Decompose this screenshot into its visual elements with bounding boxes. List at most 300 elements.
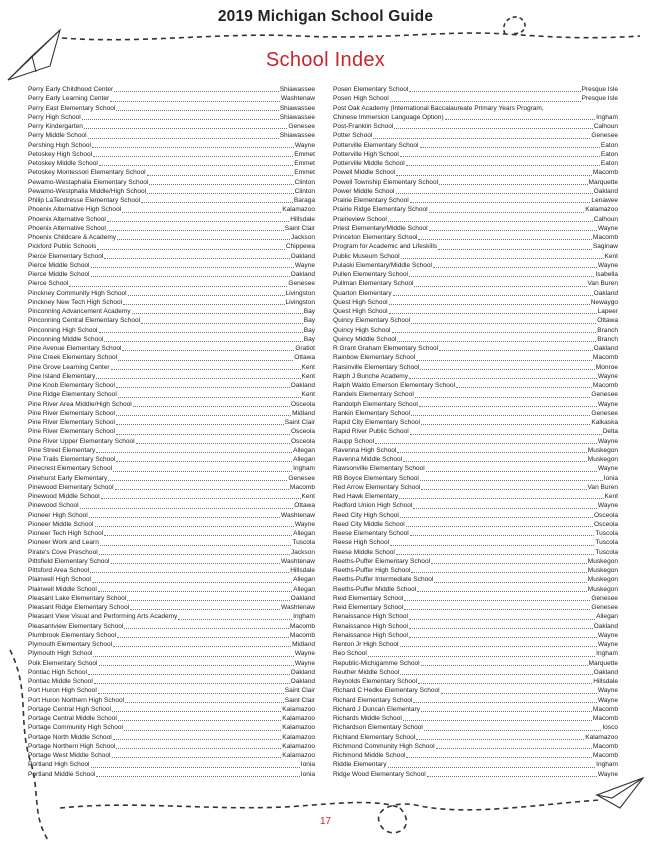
school-name: Pine River Elementary School — [28, 409, 115, 417]
dot-leader — [396, 554, 594, 555]
school-county: Ottawa — [597, 317, 618, 325]
school-county: Marquette — [588, 178, 618, 186]
school-name: Port Huron Northern High School — [28, 696, 125, 704]
school-county: Newaygo — [590, 298, 618, 306]
school-county: Osceola — [290, 428, 315, 436]
school-entry — [333, 122, 618, 131]
school-entry — [333, 187, 618, 196]
school-county: Shiawassee — [279, 132, 315, 140]
school-entry — [28, 696, 315, 705]
page-number: 17 — [319, 816, 332, 827]
dot-leader — [128, 295, 285, 296]
school-name: Richland Elementary School — [333, 733, 416, 741]
school-entry — [28, 612, 315, 621]
school-county: Lapeer — [597, 308, 618, 315]
school-name: Reed City Middle School — [333, 520, 405, 528]
school-entry — [28, 85, 315, 94]
dot-leader — [124, 730, 281, 731]
school-county: Monroe — [595, 363, 618, 371]
school-entry — [333, 668, 618, 677]
dot-leader — [96, 776, 299, 777]
school-name: Pinconning Central Elementary School — [28, 317, 141, 325]
school-list-right-column — [333, 85, 618, 779]
school-entry — [333, 548, 618, 557]
school-county: Osceola — [593, 511, 618, 519]
school-county: Saint Clair — [284, 224, 315, 232]
school-entry — [28, 307, 315, 316]
dot-leader — [426, 471, 597, 472]
school-entry — [333, 353, 618, 362]
school-county: Macomb — [592, 742, 618, 750]
school-entry — [333, 686, 618, 695]
school-name: Prairie Elementary School — [333, 197, 409, 204]
dot-leader — [96, 378, 300, 379]
dot-leader — [115, 489, 289, 490]
dot-leader — [421, 665, 588, 666]
school-county: Hillsdale — [290, 567, 315, 574]
dot-leader — [98, 693, 284, 694]
dot-leader — [101, 498, 301, 499]
school-county: Kent — [604, 493, 618, 500]
dot-leader — [421, 711, 592, 712]
school-name: Portage Northern High School — [28, 742, 116, 750]
school-county: Kent — [604, 252, 618, 260]
school-entry — [28, 187, 315, 196]
school-name: Plymouth High School — [28, 650, 93, 658]
school-county: Washtenaw — [281, 95, 315, 103]
school-name: Potterville High School — [333, 150, 399, 158]
school-county: Kalamazoo — [282, 705, 315, 713]
school-county: Genesee — [591, 409, 618, 417]
school-county: Tuscola — [292, 539, 315, 547]
dot-leader — [403, 461, 587, 462]
school-entry — [333, 298, 618, 307]
school-county: Kent — [301, 363, 315, 371]
school-name: Reese High School — [333, 539, 390, 547]
school-entry — [333, 326, 618, 335]
dot-leader — [397, 452, 586, 453]
school-entry — [28, 538, 315, 547]
school-name: Reese Middle School — [333, 548, 395, 556]
dot-leader — [389, 304, 590, 305]
dot-leader — [390, 545, 594, 546]
school-entry — [333, 344, 618, 353]
school-county: Wayne — [294, 520, 315, 528]
school-name: Red Arrow Elementary School — [333, 483, 421, 491]
dot-leader — [388, 767, 596, 768]
dot-leader — [111, 369, 301, 370]
school-entry — [333, 631, 618, 640]
school-entry — [28, 649, 315, 658]
school-name: Pinconning Middle School — [28, 335, 104, 343]
dot-leader — [108, 480, 287, 481]
school-entry — [28, 742, 315, 751]
dot-leader — [178, 619, 292, 620]
dot-leader — [84, 128, 287, 129]
school-name: Reeths-Puffer High School — [333, 567, 411, 574]
school-county: Shiawassee — [279, 104, 315, 112]
school-entry — [28, 770, 315, 779]
dot-leader — [92, 582, 292, 583]
school-county: Hillsdale — [593, 678, 618, 685]
school-county: Wayne — [597, 372, 618, 380]
dot-leader — [91, 276, 290, 277]
school-entry — [28, 344, 315, 353]
school-county: Tuscola — [595, 530, 618, 537]
school-county: Macomb — [289, 631, 315, 639]
school-name: Pine River Elementary School — [28, 419, 115, 426]
school-entry — [333, 205, 618, 214]
dot-leader — [433, 267, 597, 268]
dot-leader — [410, 202, 591, 203]
school-county: Allegan — [596, 613, 618, 621]
dot-leader — [421, 424, 590, 425]
school-entry — [28, 196, 315, 205]
school-county: Marquette — [588, 659, 618, 667]
page-title: School Index — [265, 49, 386, 71]
school-name: Post-Franklin School — [333, 123, 394, 130]
school-county: Iosco — [602, 724, 618, 732]
school-name: Randolph Elementary School — [333, 400, 418, 408]
school-entry — [333, 224, 618, 233]
school-name: Pine River Upper Elementary School — [28, 437, 135, 445]
school-county: Wayne — [294, 141, 315, 149]
school-name: Phoenix Alternative School — [28, 215, 106, 223]
school-name: Potterville Middle School — [333, 160, 405, 167]
school-county: Macomb — [592, 169, 618, 177]
school-county: Macomb — [592, 382, 618, 389]
school-entry — [28, 326, 315, 335]
school-entry — [333, 363, 618, 372]
school-county: Chippewa — [285, 243, 315, 251]
school-name: Plainwell Middle School — [28, 585, 97, 593]
school-name: Phoenix Alternative High School — [28, 206, 122, 214]
school-county: Emmet — [294, 150, 315, 158]
school-county: Baraga — [293, 197, 315, 204]
school-entry — [28, 557, 315, 566]
school-entry — [333, 696, 618, 705]
school-entry — [28, 205, 315, 214]
school-entry — [28, 104, 315, 113]
dot-leader — [127, 600, 289, 601]
school-name: Richard C Hedke Elementary School — [333, 687, 440, 695]
school-county: Macomb — [592, 705, 618, 713]
school-name: Powell Township Elementary School — [333, 178, 439, 186]
school-name: Perry High School — [28, 113, 81, 121]
dot-leader — [82, 119, 279, 120]
dot-leader — [118, 360, 293, 361]
dot-leader — [99, 665, 294, 666]
dot-leader — [404, 609, 590, 610]
school-entry — [333, 233, 618, 242]
dot-leader — [418, 239, 591, 240]
dot-leader — [406, 526, 593, 527]
school-entry — [333, 85, 618, 94]
school-county: Wayne — [597, 770, 618, 778]
dot-leader — [91, 767, 300, 768]
school-county: Wayne — [294, 261, 315, 269]
school-name: Raupp School — [333, 437, 375, 445]
school-entry — [333, 557, 618, 566]
school-county: Allegan — [293, 576, 315, 584]
school-entry — [28, 631, 315, 640]
school-entry — [333, 455, 618, 464]
school-name: Richmond Community High School — [333, 742, 435, 750]
school-county: Osceola — [593, 520, 618, 528]
school-entry — [333, 751, 618, 760]
dot-leader — [373, 138, 590, 139]
school-entry — [333, 760, 618, 769]
school-name: Quest High School — [333, 298, 388, 306]
school-name: Richards Middle School — [333, 715, 402, 722]
school-county: Van Buren — [587, 483, 618, 491]
dot-leader — [117, 637, 289, 638]
school-entry — [333, 483, 618, 492]
school-county: Lenawee — [591, 197, 618, 204]
dot-leader — [439, 350, 592, 351]
dot-leader — [117, 239, 290, 240]
school-entry — [333, 242, 618, 251]
dot-leader — [420, 147, 600, 148]
school-entry — [333, 215, 618, 224]
dot-leader — [404, 600, 590, 601]
school-name: Pullman Elementary School — [333, 280, 414, 288]
school-name: Reo School — [333, 650, 367, 658]
dot-leader — [400, 674, 592, 675]
dot-leader — [97, 249, 284, 250]
school-county: Wayne — [597, 641, 618, 648]
school-name: Power Middle School — [333, 187, 395, 195]
school-county: Kent — [301, 493, 315, 500]
school-name: Posen Elementary School — [333, 86, 409, 93]
school-entry — [333, 501, 618, 510]
dot-leader — [123, 304, 284, 305]
dot-leader — [389, 313, 597, 314]
school-entry — [333, 714, 618, 723]
school-name: Pinconning High School — [28, 326, 98, 334]
dot-leader — [397, 341, 596, 342]
school-name: Plumbrook Elementary School — [28, 631, 117, 639]
school-name: Republic-Michigamme School — [333, 659, 420, 667]
school-county: Macomb — [289, 483, 315, 491]
dot-leader — [368, 656, 595, 657]
school-name: Phoenix Alternative School — [28, 224, 106, 232]
dot-leader — [394, 128, 592, 129]
dot-leader — [375, 443, 597, 444]
school-county: Eaton — [600, 160, 618, 167]
school-entry — [28, 372, 315, 381]
school-county: Oakland — [290, 594, 315, 602]
dot-leader — [116, 434, 290, 435]
dot-leader — [409, 628, 593, 629]
school-name: Pleasant Lake Elementary School — [28, 594, 127, 602]
school-name: Reeths-Puffer Middle School — [333, 585, 417, 593]
school-county: Clinton — [294, 187, 315, 195]
dot-leader — [107, 221, 289, 222]
dot-leader — [409, 378, 597, 379]
school-county: Oakland — [290, 252, 315, 260]
school-entry — [333, 150, 618, 159]
dot-leader — [401, 258, 604, 259]
school-name: Portage North Middle School — [28, 733, 112, 741]
school-entry — [333, 289, 618, 298]
dot-leader — [424, 730, 601, 731]
school-name: Pittsford Area School — [28, 567, 90, 574]
school-entry — [28, 659, 315, 668]
school-county: Muskegon — [587, 585, 618, 593]
dot-leader — [98, 591, 292, 592]
school-entry — [333, 131, 618, 140]
school-name: Renton Jr High School — [333, 641, 399, 648]
school-name: Pierce Elementary School — [28, 252, 104, 260]
school-entry — [28, 353, 315, 362]
dot-leader — [441, 693, 597, 694]
dot-leader — [130, 609, 280, 610]
dot-leader — [94, 683, 290, 684]
school-name: Pinewood Elementary School — [28, 483, 114, 491]
school-entry — [333, 427, 618, 436]
dot-leader — [431, 563, 587, 564]
school-entry — [28, 335, 315, 344]
school-county: Saint Clair — [284, 696, 315, 704]
school-county: Gratiot — [295, 345, 315, 352]
dot-leader — [400, 517, 593, 518]
school-name: Pine Creek Elementary School — [28, 354, 118, 362]
school-name: Powell Middle School — [333, 169, 396, 177]
school-entry — [333, 409, 618, 418]
school-county: Kalamazoo — [282, 752, 315, 759]
school-name: Phoenix Childcare & Academy — [28, 234, 117, 241]
dot-leader — [413, 702, 597, 703]
school-entry — [333, 400, 618, 409]
school-name: Red Hawk Elementary — [333, 493, 399, 500]
school-entry — [28, 279, 315, 288]
dot-leader — [420, 480, 603, 481]
school-name: Rankin Elementary School — [333, 409, 411, 417]
school-county: Ionia — [603, 474, 618, 482]
dot-leader — [388, 221, 593, 222]
school-name: Portage Community High School — [28, 724, 123, 732]
school-entry — [333, 168, 618, 177]
school-entry — [28, 492, 315, 501]
school-county: Kalkaska — [591, 419, 618, 426]
school-entry — [28, 316, 315, 325]
school-name: Renaissance High School — [333, 631, 408, 639]
dot-leader — [409, 619, 595, 620]
dot-leader — [400, 156, 600, 157]
school-county: Allegan — [293, 446, 315, 454]
dot-leader — [403, 720, 592, 721]
school-county: Osceola — [290, 437, 315, 445]
school-entry — [28, 427, 315, 436]
school-name: Pulaski Elementary/Middle School — [333, 261, 432, 269]
school-name: Pinehurst Early Elementary — [28, 474, 108, 482]
school-county: Shiawassee — [279, 86, 315, 93]
dot-leader — [125, 702, 284, 703]
school-county: Genesee — [591, 594, 618, 602]
school-name: Reeths-Puffer Intermediate School — [333, 576, 434, 584]
school-entry — [333, 659, 618, 668]
school-name: Rapid River Public School — [333, 428, 409, 436]
school-name: Reese Elementary School — [333, 530, 409, 537]
school-county: Macomb — [592, 752, 618, 759]
school-name: Quincy Elementary School — [333, 317, 411, 325]
school-entry — [28, 122, 315, 131]
school-name: Reid Elementary School — [333, 604, 404, 611]
school-county: Allegan — [293, 585, 315, 593]
school-name: Quarton Elementary — [333, 289, 392, 297]
school-entry — [333, 649, 618, 658]
school-name: Pioneer Middle School — [28, 520, 94, 528]
dot-leader — [445, 119, 596, 120]
school-county: Jackson — [290, 234, 315, 241]
school-entry — [333, 178, 618, 187]
school-entry — [28, 668, 315, 677]
school-county: Ingham — [596, 761, 618, 769]
school-county: Eaton — [600, 150, 618, 158]
school-name: Pleasant Ridge Elementary School — [28, 604, 130, 611]
school-county: Muskegon — [587, 576, 618, 584]
school-entry — [28, 390, 315, 399]
dot-leader — [400, 646, 597, 647]
dot-leader — [429, 212, 585, 213]
school-entry — [28, 511, 315, 520]
school-name: Pinconning Advancement Academy — [28, 308, 131, 315]
dot-leader — [88, 674, 290, 675]
school-entry — [28, 723, 315, 732]
school-name: Richmond Middle School — [333, 752, 406, 759]
school-county: Oakland — [593, 187, 618, 195]
school-county: Macomb — [289, 622, 315, 630]
school-entry — [333, 372, 618, 381]
school-entry — [28, 113, 315, 122]
dot-leader — [396, 193, 593, 194]
school-entry — [28, 159, 315, 168]
school-name: Quincy High School — [333, 326, 391, 334]
school-county: Wayne — [597, 465, 618, 473]
school-name: Pewamo-Westphalia Middle/High School — [28, 187, 147, 195]
school-name: Pierce Middle School — [28, 271, 90, 278]
school-entry — [333, 640, 618, 649]
dot-leader — [89, 517, 280, 518]
school-county: Saint Clair — [284, 687, 315, 695]
school-name: Perry East Elementary School — [28, 104, 116, 112]
school-county: Ottawa — [294, 502, 315, 510]
school-name: Rawsonville Elementary School — [333, 465, 425, 473]
school-county: Ionia — [300, 761, 315, 769]
school-entry — [333, 261, 618, 270]
school-name: Pioneer Work and Learn — [28, 539, 99, 547]
school-entry — [333, 270, 618, 279]
dot-leader — [411, 415, 590, 416]
dot-leader — [118, 397, 301, 398]
school-name: Ridge Wood Elementary School — [333, 770, 426, 778]
school-entry — [333, 141, 618, 150]
school-county: Emmet — [294, 169, 315, 177]
dot-leader — [95, 526, 294, 527]
dot-leader — [92, 147, 294, 148]
school-name: Pewamo-Westaphalia Elementary School — [28, 178, 149, 186]
school-list-left-column — [28, 85, 315, 779]
school-name: Ralph Waldo Emerson Elementary School — [333, 382, 456, 389]
school-name: Portland Middle School — [28, 770, 96, 778]
school-name: Priest Elementary/Middle School — [333, 224, 428, 232]
school-name: Perry Kindergarten — [28, 123, 83, 130]
dot-leader — [392, 332, 597, 333]
school-name: Pinewood Middle School — [28, 493, 100, 500]
school-county: Genesee — [591, 132, 618, 140]
school-entry — [28, 94, 315, 103]
